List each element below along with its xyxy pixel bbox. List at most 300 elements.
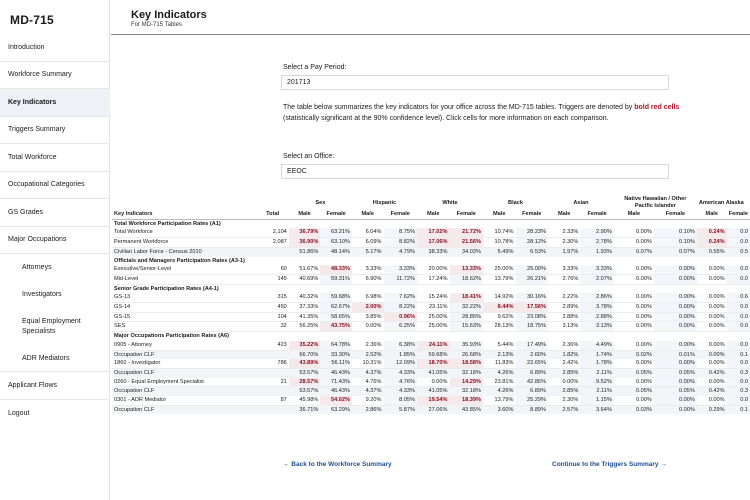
data-cell[interactable]: 3.85% <box>352 312 384 322</box>
data-cell[interactable]: 2.88% <box>580 312 613 322</box>
data-cell[interactable]: 0.00% <box>654 405 697 414</box>
data-cell[interactable]: 0.1 <box>727 350 750 359</box>
data-cell[interactable]: 3.33% <box>384 265 417 274</box>
data-cell[interactable]: 0.01% <box>654 350 697 359</box>
data-cell[interactable]: 0.00% <box>697 312 727 322</box>
section-title: Senior Grade Participation Rates (A4-1) <box>114 285 219 292</box>
data-cell[interactable]: 0.00% <box>654 303 697 313</box>
data-cell[interactable]: 0.0 <box>727 312 750 322</box>
data-cell[interactable]: 2.36% <box>352 341 384 350</box>
sub-header-male: Male <box>548 210 580 219</box>
trigger-cell[interactable]: 18.58% <box>450 359 483 368</box>
data-cell[interactable]: 56.25% <box>289 322 321 332</box>
data-cell[interactable]: 0.00% <box>417 378 450 387</box>
data-cell[interactable]: 4.79% <box>384 247 417 256</box>
data-cell[interactable]: 2.33% <box>548 228 580 237</box>
data-cell[interactable]: 59.68% <box>417 350 450 359</box>
data-cell[interactable]: 0.3 <box>727 368 750 377</box>
data-cell[interactable]: 0.05% <box>654 368 697 377</box>
data-cell[interactable]: 38.33% <box>417 247 450 256</box>
data-cell[interactable]: 0.00% <box>614 293 654 302</box>
row-label: SES <box>112 322 257 332</box>
data-cell[interactable]: 28.13% <box>483 322 516 332</box>
data-cell[interactable]: 43.85% <box>450 405 483 414</box>
key-indicators-header: Key Indicators <box>112 210 257 219</box>
data-cell[interactable]: 0.00% <box>614 341 654 350</box>
data-cell[interactable]: 10.74% <box>483 228 516 237</box>
sidebar-item-adr-mediators[interactable]: ADR Mediators <box>0 346 110 372</box>
data-cell[interactable]: 0.00% <box>697 265 727 274</box>
data-cell[interactable]: 0.00% <box>654 293 697 302</box>
data-cell[interactable]: 10.78% <box>483 238 516 248</box>
section-title: Officials and Managers Participation Rates (A3-1) <box>114 257 245 264</box>
data-cell[interactable]: 8.75% <box>384 228 417 237</box>
data-cell[interactable]: 25.00% <box>417 312 450 322</box>
data-cell[interactable]: 6.53% <box>516 247 549 256</box>
data-cell[interactable]: 56.11% <box>320 359 352 368</box>
data-cell[interactable]: 42.86% <box>516 378 549 387</box>
data-cell[interactable]: 4.26% <box>483 368 516 377</box>
back-to-workforce-summary-link[interactable]: ← Back to the Workforce Summary <box>283 461 392 468</box>
office-select[interactable]: EEOC <box>281 164 669 179</box>
data-cell[interactable]: 25.00% <box>516 265 549 274</box>
trigger-cell[interactable]: 17.56% <box>516 303 549 313</box>
data-cell[interactable]: 4.37% <box>352 368 384 377</box>
data-cell[interactable]: 46.43% <box>320 368 352 377</box>
data-cell[interactable]: 0.00% <box>697 293 727 302</box>
data-cell[interactable]: 2.85% <box>548 368 580 377</box>
data-cell[interactable]: 6.98% <box>352 293 384 302</box>
total-cell: 60 <box>257 265 289 274</box>
data-cell[interactable]: 1.74% <box>580 350 613 359</box>
data-cell <box>384 257 417 266</box>
data-cell[interactable]: 0.00% <box>654 312 697 322</box>
trigger-cell[interactable]: 48.33% <box>320 265 352 274</box>
data-cell[interactable]: 6.38% <box>384 341 417 350</box>
sidebar-item-key-indicators[interactable]: Key Indicators <box>0 89 110 117</box>
data-cell[interactable]: 53.57% <box>289 387 321 396</box>
data-cell[interactable]: 0.5 <box>727 247 750 256</box>
data-cell[interactable]: 1.82% <box>548 350 580 359</box>
trigger-cell[interactable]: 36.90% <box>289 238 321 248</box>
description-part-2: (statistically significant at the 90% confidence level). Click cells for more information on each comparison. <box>283 115 609 122</box>
sidebar-item-triggers-summary[interactable]: Triggers Summary <box>0 117 110 145</box>
data-cell[interactable]: 0.0 <box>727 341 750 350</box>
data-cell[interactable]: 0.05% <box>614 387 654 396</box>
data-cell[interactable]: 12.09% <box>384 359 417 368</box>
data-cell[interactable]: 0.0 <box>727 228 750 237</box>
data-cell[interactable]: 0.00% <box>614 265 654 274</box>
row-label: Civilian Labor Force - Census 2010 <box>112 247 257 256</box>
data-cell[interactable]: 32.18% <box>450 387 483 396</box>
data-cell[interactable]: 0.0 <box>727 396 750 405</box>
data-cell[interactable]: 0.00% <box>697 378 727 387</box>
data-cell[interactable]: 6.89% <box>516 368 549 377</box>
row-label: Occupation CLF <box>112 350 257 359</box>
trigger-cell[interactable]: 21.72% <box>450 228 483 237</box>
trigger-cell[interactable]: 8.44% <box>483 303 516 313</box>
data-cell[interactable]: 0.07% <box>654 247 697 256</box>
data-cell[interactable]: 0.3 <box>727 387 750 396</box>
data-cell[interactable]: 48.14% <box>320 247 352 256</box>
data-cell[interactable]: 11.72% <box>384 274 417 284</box>
data-cell <box>483 332 516 341</box>
data-cell[interactable]: 53.57% <box>289 368 321 377</box>
data-cell <box>417 257 450 266</box>
trigger-cell[interactable]: 54.02% <box>320 396 352 405</box>
trigger-cell[interactable]: 0.24% <box>697 228 727 237</box>
data-cell[interactable]: 0.00% <box>697 359 727 368</box>
data-cell[interactable]: 41.05% <box>417 387 450 396</box>
sidebar-item-applicant-flows[interactable]: Applicant Flows <box>0 372 110 400</box>
data-cell[interactable]: 0.00% <box>654 378 697 387</box>
sidebar-item-introduction[interactable]: Introduction <box>0 34 110 62</box>
data-cell[interactable]: 4.33% <box>384 368 417 377</box>
data-cell[interactable]: 2.11% <box>580 387 613 396</box>
data-cell[interactable]: 2.07% <box>580 274 613 284</box>
table-row <box>112 405 750 414</box>
sidebar-item-total-workforce[interactable]: Total Workforce <box>0 144 110 172</box>
data-cell[interactable]: 2.22% <box>548 293 580 302</box>
sidebar-item-major-occupations[interactable]: Major Occupations <box>0 227 110 255</box>
data-cell[interactable]: 26.21% <box>516 274 549 284</box>
data-cell[interactable]: 0.10% <box>654 238 697 248</box>
data-cell[interactable]: 0.42% <box>697 387 727 396</box>
key-indicators-table <box>112 196 750 414</box>
data-cell[interactable]: 3.33% <box>580 265 613 274</box>
trigger-cell[interactable]: 0.96% <box>384 312 417 322</box>
sidebar-item-gs-grades[interactable]: GS Grades <box>0 199 110 227</box>
trigger-cell[interactable]: 18.70% <box>417 359 450 368</box>
data-cell[interactable]: 20.00% <box>417 265 450 274</box>
sub-header-male: Male <box>417 210 450 219</box>
data-cell[interactable]: 9.52% <box>580 378 613 387</box>
sidebar-item-logout[interactable]: Logout <box>8 409 30 417</box>
data-cell <box>483 284 516 293</box>
trigger-cell[interactable]: 28.57% <box>289 378 321 387</box>
data-cell[interactable]: 0.0 <box>727 322 750 332</box>
data-cell[interactable]: 3.33% <box>352 265 384 274</box>
data-cell[interactable]: 66.70% <box>289 350 321 359</box>
data-cell[interactable]: 8.89% <box>516 405 549 414</box>
data-cell[interactable]: 0.0 <box>727 359 750 368</box>
data-cell[interactable]: 46.43% <box>320 387 352 396</box>
data-cell[interactable]: 17.49% <box>516 341 549 350</box>
data-cell[interactable]: 0.00% <box>614 228 654 237</box>
trigger-cell[interactable]: 18.41% <box>450 293 483 302</box>
data-cell[interactable]: 6.25% <box>384 322 417 332</box>
data-cell[interactable]: 0.00% <box>697 274 727 284</box>
sub-header-female: Female <box>450 210 483 219</box>
data-cell[interactable]: 8.22% <box>384 303 417 313</box>
data-cell[interactable]: 63.29% <box>320 405 352 414</box>
trigger-cell[interactable]: 13.33% <box>450 265 483 274</box>
data-cell[interactable]: 45.98% <box>289 396 321 405</box>
sidebar-item-attorneys[interactable]: Attorneys <box>22 264 52 271</box>
data-cell[interactable]: 0.00% <box>697 322 727 332</box>
data-cell[interactable]: 2.89% <box>548 303 580 313</box>
data-cell[interactable]: 2.78% <box>580 238 613 248</box>
table-row <box>112 396 750 405</box>
data-cell[interactable]: 2.30% <box>548 238 580 248</box>
data-cell[interactable]: 0.05% <box>614 368 654 377</box>
trigger-cell[interactable]: 14.29% <box>450 378 483 387</box>
data-cell[interactable]: 0.0 <box>727 303 750 313</box>
pay-period-select[interactable]: 201713 <box>281 75 669 90</box>
data-cell[interactable]: 0.00% <box>654 359 697 368</box>
data-cell[interactable]: 33.30% <box>320 350 352 359</box>
data-cell[interactable]: 51.67% <box>289 265 321 274</box>
data-cell[interactable]: 36.71% <box>289 405 321 414</box>
data-cell[interactable]: 2.52% <box>352 350 384 359</box>
trigger-cell[interactable]: 2.00% <box>352 303 384 313</box>
data-cell[interactable]: 40.32% <box>289 293 321 302</box>
data-cell[interactable]: 3.13% <box>580 322 613 332</box>
total-cell <box>257 350 289 359</box>
data-cell[interactable]: 2.13% <box>483 350 516 359</box>
data-cell[interactable]: 23.81% <box>483 378 516 387</box>
data-cell[interactable]: 0.05% <box>654 387 697 396</box>
data-cell[interactable]: 63.21% <box>320 228 352 237</box>
data-cell[interactable]: 64.78% <box>320 341 352 350</box>
total-cell <box>257 387 289 396</box>
data-cell[interactable]: 23.08% <box>516 312 549 322</box>
data-cell[interactable]: 0.00% <box>654 341 697 350</box>
data-cell[interactable]: 4.33% <box>384 387 417 396</box>
data-cell[interactable]: 18.75% <box>516 322 549 332</box>
data-cell[interactable]: 2.11% <box>580 368 613 377</box>
data-cell[interactable]: 2.86% <box>580 293 613 302</box>
data-cell[interactable]: 3.78% <box>580 303 613 313</box>
data-cell[interactable]: 4.76% <box>384 378 417 387</box>
total-cell <box>257 332 289 341</box>
data-cell[interactable]: 15.24% <box>417 293 450 302</box>
data-cell[interactable]: 0.00% <box>614 378 654 387</box>
data-cell[interactable]: 58.65% <box>320 312 352 322</box>
data-cell[interactable]: 8.05% <box>384 396 417 405</box>
data-cell[interactable]: 4.49% <box>580 341 613 350</box>
data-cell <box>450 284 483 293</box>
total-cell <box>257 247 289 256</box>
trigger-cell[interactable]: 35.22% <box>289 341 321 350</box>
data-cell[interactable]: 0.0 <box>727 378 750 387</box>
data-cell[interactable]: 0.0 <box>727 238 750 248</box>
page-subtitle: For MD-715 Tables <box>131 22 182 28</box>
data-cell[interactable]: 1.97% <box>548 247 580 256</box>
data-cell[interactable]: 71.43% <box>320 378 352 387</box>
data-cell[interactable]: 0.00% <box>352 322 384 332</box>
data-cell[interactable]: 9.20% <box>352 396 384 405</box>
sidebar-item-workforce-summary[interactable]: Workforce Summary <box>0 62 110 90</box>
data-cell[interactable]: 9.62% <box>483 312 516 322</box>
data-cell[interactable]: 1.15% <box>580 396 613 405</box>
data-cell[interactable]: 0.10% <box>654 228 697 237</box>
trigger-cell[interactable]: 17.02% <box>417 228 450 237</box>
data-cell[interactable]: 34.03% <box>450 247 483 256</box>
description-text <box>283 102 683 124</box>
data-cell[interactable]: 2.88% <box>548 312 580 322</box>
section-header-row <box>112 284 750 293</box>
data-cell[interactable]: 0.6 <box>727 293 750 302</box>
sidebar-item-occupational-categories[interactable]: Occupational Categories <box>0 172 110 200</box>
data-cell[interactable]: 13.79% <box>483 274 516 284</box>
data-cell[interactable]: 41.05% <box>417 368 450 377</box>
data-cell <box>320 284 352 293</box>
data-cell[interactable]: 4.26% <box>483 387 516 396</box>
data-cell[interactable]: 0.00% <box>654 322 697 332</box>
data-cell[interactable]: 28.23% <box>516 228 549 237</box>
data-cell[interactable]: 27.06% <box>417 405 450 414</box>
data-cell[interactable]: 0.00% <box>614 322 654 332</box>
data-cell[interactable]: 0.00% <box>697 396 727 405</box>
trigger-cell[interactable]: 17.06% <box>417 238 450 248</box>
trigger-cell[interactable]: 19.54% <box>417 396 450 405</box>
data-cell[interactable]: 2.90% <box>580 228 613 237</box>
data-cell[interactable]: 0.00% <box>654 396 697 405</box>
data-cell <box>614 284 654 293</box>
data-cell[interactable]: 0.0 <box>727 274 750 284</box>
data-cell[interactable]: 0.00% <box>548 378 580 387</box>
data-cell[interactable]: 59.31% <box>320 274 352 284</box>
data-cell[interactable]: 0.00% <box>614 238 654 248</box>
data-cell[interactable]: 0.55% <box>697 247 727 256</box>
total-header: Total <box>257 210 289 219</box>
sidebar-item-investigators[interactable]: Investigators <box>22 291 62 298</box>
data-cell[interactable]: 0.07% <box>614 247 654 256</box>
data-cell[interactable]: 40.69% <box>289 274 321 284</box>
data-cell[interactable]: 2.57% <box>548 405 580 414</box>
data-cell <box>548 257 580 266</box>
data-cell[interactable]: 0.0 <box>727 265 750 274</box>
data-cell[interactable]: 3.13% <box>548 322 580 332</box>
table-row <box>112 274 750 284</box>
data-cell[interactable]: 30.16% <box>516 293 549 302</box>
trigger-cell[interactable]: 24.11% <box>417 341 450 350</box>
trigger-cell[interactable]: 0.24% <box>697 238 727 248</box>
data-cell[interactable]: 2.76% <box>548 274 580 284</box>
data-cell[interactable]: 0.29% <box>697 405 727 414</box>
sub-header-female: Female <box>580 210 613 219</box>
data-cell[interactable]: 6.89% <box>516 387 549 396</box>
trigger-cell[interactable]: 18.39% <box>450 396 483 405</box>
data-cell[interactable]: 0.02% <box>614 350 654 359</box>
data-cell[interactable]: 1.85% <box>384 350 417 359</box>
data-cell[interactable]: 25.00% <box>417 322 450 332</box>
group-header-black: Black <box>508 199 523 206</box>
data-cell[interactable]: 63.10% <box>320 238 352 248</box>
description-part-1: The table below summarizes the key indicators for your office across the MD-715 tables. Triggers are denoted by <box>283 104 635 111</box>
data-cell[interactable]: 23.11% <box>417 303 450 313</box>
trigger-cell[interactable]: 43.75% <box>320 322 352 332</box>
data-cell[interactable]: 7.62% <box>384 293 417 302</box>
data-cell[interactable]: 8.82% <box>384 238 417 248</box>
data-cell[interactable]: 62.67% <box>320 303 352 313</box>
group-header-nhopi: Native Hawaiian / Other Pacific Islander <box>624 196 687 209</box>
data-cell <box>516 332 549 341</box>
data-cell[interactable]: 17.24% <box>417 274 450 284</box>
data-cell[interactable]: 5.44% <box>483 341 516 350</box>
data-cell[interactable]: 32.18% <box>450 368 483 377</box>
data-cell[interactable]: 25.00% <box>483 265 516 274</box>
data-cell[interactable]: 0.00% <box>614 396 654 405</box>
table-row <box>112 350 750 359</box>
data-cell[interactable]: 0.00% <box>614 303 654 313</box>
total-cell: 2,087 <box>257 238 289 248</box>
data-cell[interactable]: 0.42% <box>697 368 727 377</box>
data-cell[interactable]: 0.00% <box>654 265 697 274</box>
data-cell[interactable]: 0.00% <box>614 312 654 322</box>
data-cell[interactable]: 32.22% <box>450 303 483 313</box>
data-cell[interactable]: 2.36% <box>548 341 580 350</box>
row-label: 0905 - Attorney <box>112 341 257 350</box>
data-cell[interactable]: 18.62% <box>450 274 483 284</box>
data-cell[interactable]: 2.42% <box>548 359 580 368</box>
data-cell[interactable]: 15.63% <box>450 322 483 332</box>
data-cell[interactable]: 1.78% <box>580 359 613 368</box>
data-cell[interactable]: 28.12% <box>516 238 549 248</box>
data-cell[interactable]: 0.00% <box>614 274 654 284</box>
data-cell[interactable]: 2.86% <box>352 405 384 414</box>
continue-to-triggers-summary-link[interactable]: Continue to the Triggers Summary → <box>552 461 667 468</box>
data-cell[interactable]: 28.85% <box>450 312 483 322</box>
data-cell[interactable]: 10.31% <box>352 359 384 368</box>
data-cell[interactable]: 0.00% <box>697 350 727 359</box>
sidebar-item-equal-employment-specialists[interactable]: Equal Employment Specialists <box>22 318 81 335</box>
data-cell[interactable]: 2.85% <box>548 387 580 396</box>
data-cell[interactable]: 5.49% <box>483 247 516 256</box>
data-cell[interactable]: 35.93% <box>450 341 483 350</box>
data-cell[interactable]: 0.00% <box>697 303 727 313</box>
data-cell[interactable]: 6.04% <box>352 228 384 237</box>
data-cell <box>548 219 580 228</box>
data-cell[interactable]: 3.64% <box>580 405 613 414</box>
data-cell[interactable]: 6.90% <box>352 274 384 284</box>
group-header-sex: Sex <box>315 199 326 206</box>
data-cell[interactable]: 14.92% <box>483 293 516 302</box>
data-cell[interactable]: 37.33% <box>289 303 321 313</box>
trigger-cell[interactable]: 43.89% <box>289 359 321 368</box>
data-cell[interactable]: 41.35% <box>289 312 321 322</box>
data-cell[interactable]: 0.03% <box>614 405 654 414</box>
data-cell[interactable]: 3.33% <box>548 265 580 274</box>
data-cell[interactable]: 6.09% <box>352 238 384 248</box>
data-cell[interactable]: 4.76% <box>352 378 384 387</box>
trigger-cell[interactable]: 21.56% <box>450 238 483 248</box>
data-cell[interactable]: 4.37% <box>352 387 384 396</box>
data-cell[interactable]: 2.60% <box>516 350 549 359</box>
data-cell[interactable]: 13.79% <box>483 396 516 405</box>
data-cell[interactable]: 26.68% <box>450 350 483 359</box>
data-cell[interactable]: 5.87% <box>384 405 417 414</box>
total-cell: 423 <box>257 341 289 350</box>
data-cell[interactable]: 2.30% <box>548 396 580 405</box>
data-cell <box>727 219 750 228</box>
data-cell[interactable]: 59.68% <box>320 293 352 302</box>
data-cell[interactable]: 0.1 <box>727 405 750 414</box>
data-cell[interactable]: 22.65% <box>516 359 549 368</box>
data-cell[interactable]: 1.93% <box>580 247 613 256</box>
data-cell[interactable]: 0.00% <box>697 341 727 350</box>
data-cell[interactable]: 51.86% <box>289 247 321 256</box>
data-cell[interactable]: 0.00% <box>654 274 697 284</box>
data-cell[interactable]: 3.60% <box>483 405 516 414</box>
trigger-cell[interactable]: 36.79% <box>289 228 321 237</box>
data-cell[interactable]: 25.29% <box>516 396 549 405</box>
data-cell <box>384 332 417 341</box>
data-cell[interactable]: 5.17% <box>352 247 384 256</box>
data-cell[interactable]: 0.00% <box>614 359 654 368</box>
data-cell[interactable]: 11.83% <box>483 359 516 368</box>
